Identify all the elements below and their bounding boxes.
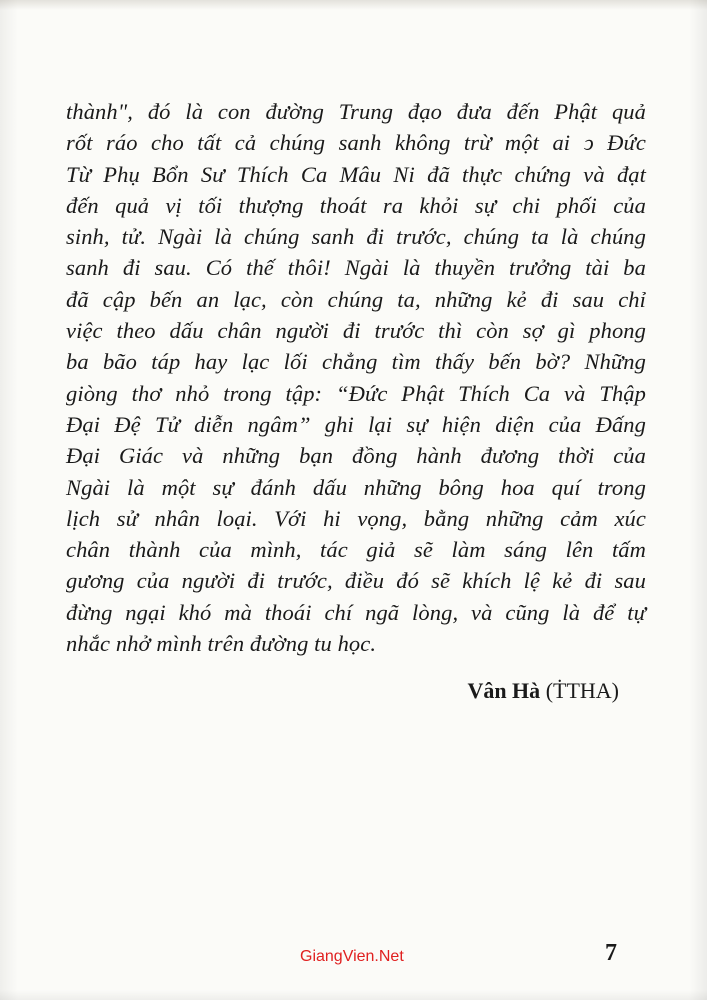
text-line: ba bão táp hay lạc lối chẳng tìm thấy bến bờ? Những bbox=[66, 349, 646, 375]
text-line: Đại Đệ Tử diễn ngâm” ghi lại sự hiện diện của Đấng bbox=[66, 411, 646, 437]
text-line: Từ Phụ Bổn Sư Thích Ca Mâu Ni đã thực chứng và đạt bbox=[66, 161, 646, 187]
text-line: sanh đi sau. Có thế thôi! Ngài là thuyền trưởng tài ba bbox=[66, 255, 646, 281]
text-line: gương của người đi trước, điều đó sẽ khích lệ kẻ đi sau bbox=[66, 568, 646, 594]
author-signature bbox=[467, 676, 619, 706]
page-number: 7 bbox=[605, 940, 617, 966]
text-line: thành", đó là con đường Trung đạo đưa đến Phật quả bbox=[66, 99, 646, 124]
text-line: giòng thơ nhỏ trong tập: “Đức Phật Thích Ca và Thập bbox=[66, 380, 646, 406]
text-line: chân thành của mình, tác giả sẽ làm sáng lên tấm bbox=[66, 537, 646, 563]
text-line: lịch sử nhân loại. Với hi vọng, bằng những cảm xúc bbox=[66, 505, 646, 531]
text-line: đừng ngại khó mà thoái chí ngã lòng, và cũng là để tự bbox=[66, 599, 646, 625]
text-line: việc theo dấu chân người đi trước thì còn sợ gì phong bbox=[66, 318, 646, 344]
text-line: nhắc nhở mình trên đường tu học. bbox=[66, 631, 377, 657]
text-line: đã cập bến an lạc, còn chúng ta, những kẻ đi sau chỉ bbox=[66, 286, 646, 312]
author-abbreviation: (ṪTHA) bbox=[545, 678, 619, 703]
text-line: đến quả vị tối thượng thoát ra khỏi sự chi phối của bbox=[66, 192, 646, 218]
body-paragraph bbox=[66, 96, 646, 659]
text-line: Ngài là một sự đánh dấu những bông hoa quí trong bbox=[66, 474, 646, 500]
author-name: Vân Hà bbox=[467, 678, 541, 703]
site-watermark: GiangVien.Net bbox=[300, 948, 404, 965]
text-line: rốt ráo cho tất cả chúng sanh không trừ một ai ↄ Đức bbox=[66, 130, 646, 156]
text-line: sinh, tử. Ngài là chúng sanh đi trước, chúng ta là chúng bbox=[66, 224, 646, 250]
text-line: Đại Giác và những bạn đồng hành đương thời của bbox=[66, 443, 646, 469]
